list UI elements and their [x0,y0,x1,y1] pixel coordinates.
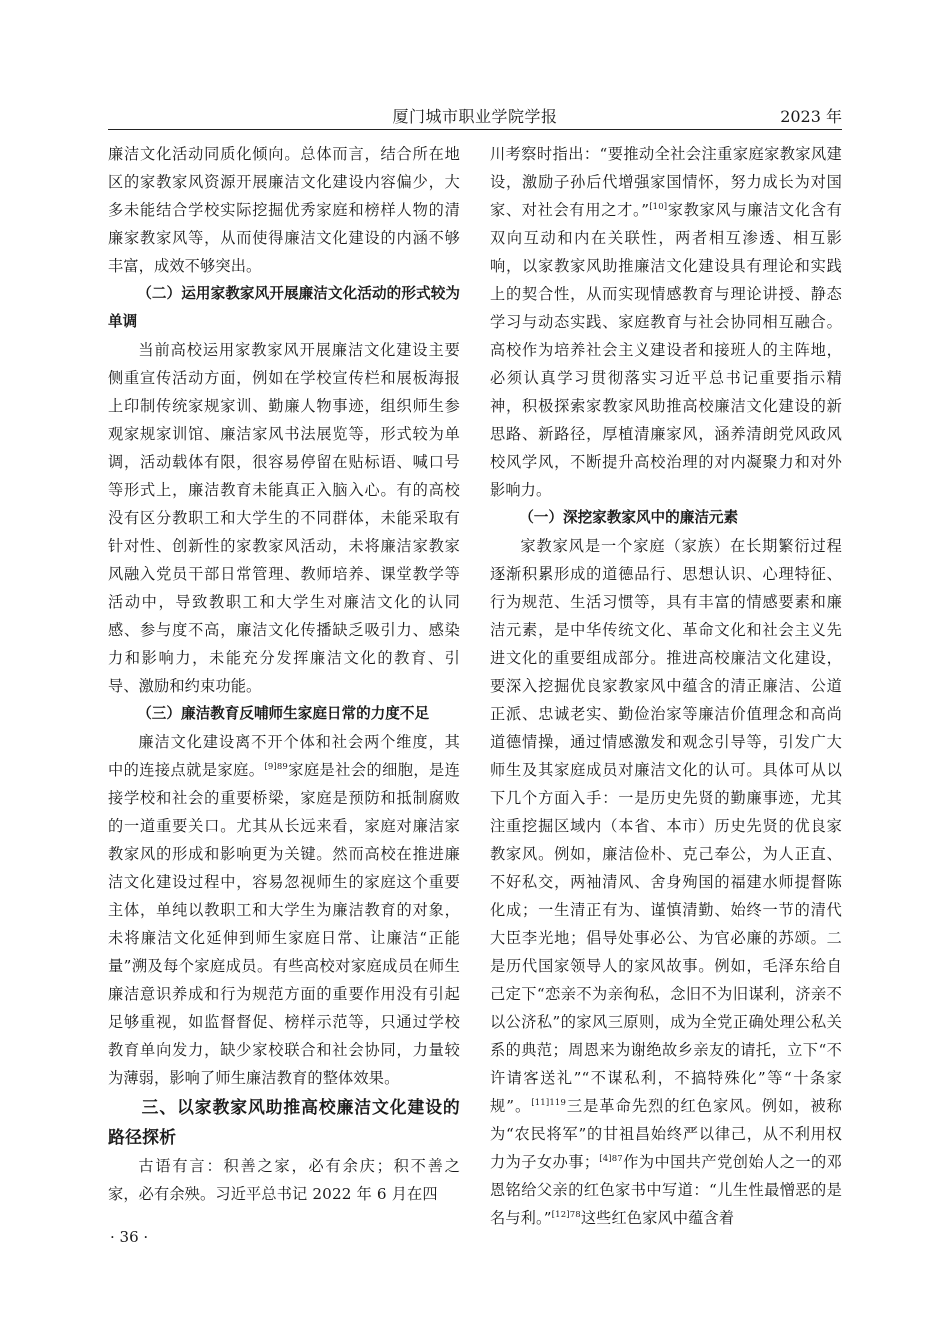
text-run: 川考察时指出：“要推动全社会注重家庭家教家风建设，激励子孙后代增强家国情怀，努力成长为对国家、对社会有用之才。” [490,145,842,219]
text-run: 作为中国共产党创始人之一的邓恩铭给父亲的红色家书中写道：“儿生性最憎恶的是名与利。” [490,1153,842,1227]
journal-year: 2023 年 [780,107,842,126]
paragraph: 古语有言：积善之家，必有余庆；积不善之家，必有余殃。习近平总书记 2022 年 6 月在四 [108,1157,460,1203]
section-heading: （三）廉洁教育反哺师生家庭日常的力度不足 [137,705,430,722]
journal-title: 厦门城市职业学院学报 [392,107,558,126]
paragraph: 当前高校运用家教家风开展廉洁文化建设主要侧重宣传活动方面，例如在学校宣传栏和展板海报上印制传统家规家训、勤廉人物事迹，组织师生参观家规家训馆、廉洁家风书法展览等，形式较为单调，活动载体有限，很容易停留在贴标语、喊口号等形式上，廉洁教育未能真正入脑入心。有的高校没有区分教职工和大学生的不同群体，未能采取有针对性、创新性的家教家风活动，未将廉洁家教家风融入党员干部日常管理、教师培养、课堂教学等活动中，导致教职工和大学生对廉洁文化的认同感、参与度不高，廉洁文化传播缺乏吸引力、感染力和影响力，未能充分发挥廉洁文化的教育、引导、激励和约束功能。 [108,341,460,695]
citation: [11]119 [531,1098,567,1108]
paragraph: 廉洁文化活动同质化倾向。总体而言，结合所在地区的家教家风资源开展廉洁文化建设内容偏少，大多未能结合学校实际挖掘优秀家庭和榜样人物的清廉家教家风等，从而使得廉洁文化建设的内涵不够丰富，成效不够突出。 [108,145,460,275]
text-run: 这些红色家风中蕴含着 [580,1209,735,1227]
text-run: 廉洁文化建设离不开个体和社会两个维度，其中的连接点就是家庭。 [108,733,460,779]
header-rule [108,129,842,130]
citation: [10] [649,202,668,212]
section-heading: （一）深挖家教家风中的廉洁元素 [519,509,739,526]
text-run: 家教家风是一个家庭（家族）在长期繁衍过程逐渐积累形成的道德品行、思想认识、心理特征、行为规范、生活习惯等，具有丰富的情感要素和廉洁元素，是中华传统文化、革命文化和社会主义先进文化的重要组成部分。推进高校廉洁文化建设，要深入挖掘优良家教家风中蕴含的清正廉洁、公道正派、忠诚老实、勤俭治家等廉洁价值理念和高尚道德情操，通过情感激发和观念引导等，引发广大师生及其家庭成员对廉洁文化的认可。具体可从以下几个方面入手：一是历史先贤的勤廉事迹，尤其注重挖掘区域内（本省、本市）历史先贤的优良家教家风。例如，廉洁俭朴、克己奉公，为人正直、不好私交，两袖清风、舍身殉国的福建水师提督陈化成；一生清正有为、谨慎清勤、始终一节的清代大臣李光地；倡导处事必公、为官必廉的苏颂。二是历代国家领导人的家风故事。例如，毛泽东给自己定下“恋亲不为亲徇私，念旧不为旧谋利，济亲不以公济私”的家风三原则，成为全党正确处理公私关系的典范；周恩来为谢绝故乡亲友的请托，立下“不许请客送礼”“不谋私利，不搞特殊化”等“十条家规”。 [490,537,842,1115]
left-column [108,140,460,1240]
citation: [4]87 [599,1154,623,1164]
section-heading: （二）运用家教家风开展廉洁文化活动的形式较为单调 [108,285,460,330]
page-number: · 36 · [110,1228,149,1246]
text-run: 家庭是社会的细胞，是连接学校和社会的重要桥梁，家庭是预防和抵制腐败的一道重要关口。尤其从长远来看，家庭对廉洁家教家风的形成和影响更为关键。然而高校在推进廉洁文化建设过程中，容易忽视师生的家庭这个重要主体，单纯以教职工和大学生为廉洁教育的对象，未将廉洁文化延伸到师生家庭日常、让廉洁“正能量”溯及每个家庭成员。有些高校对家庭成员在师生廉洁意识养成和行为规范方面的重要作用没有引起足够重视，如监督督促、榜样示范等，只通过学校教育单向发力，缺少家校联合和社会协同，力量较为薄弱，影响了师生廉洁教育的整体效果。 [108,761,460,1087]
text-run: 家教家风与廉洁文化含有双向互动和内在关联性，两者相互渗透、相互影响，以家教家风助推廉洁文化建设具有理论和实践上的契合性，从而实现情感教育与理论讲授、静态学习与动态实践、家庭教育与社会协同相互融合。高校作为培养社会主义建设者和接班人的主阵地，必须认真学习贯彻落实习近平总书记重要指示精神，积极探索家教家风助推高校廉洁文化建设的新思路、新路径，厚植清廉家风，涵养清朗党风政风校风学风，不断提升高校治理的对内凝聚力和对外影响力。 [490,201,842,499]
right-column [490,140,842,1240]
running-header [108,104,842,126]
paragraph [490,140,842,504]
paragraph [490,532,842,1232]
citation: [12]78 [551,1210,581,1220]
paragraph [108,728,460,1092]
citation: [9]89 [264,762,288,772]
main-section-heading: 三、以家教家风助推高校廉洁文化建设的路径探析 [108,1097,460,1147]
text-run: 三是革命先烈的红色家风。例如，被称为“农民将军”的甘祖昌始终严以律己，从不利用权力为子女办事； [490,1097,842,1171]
